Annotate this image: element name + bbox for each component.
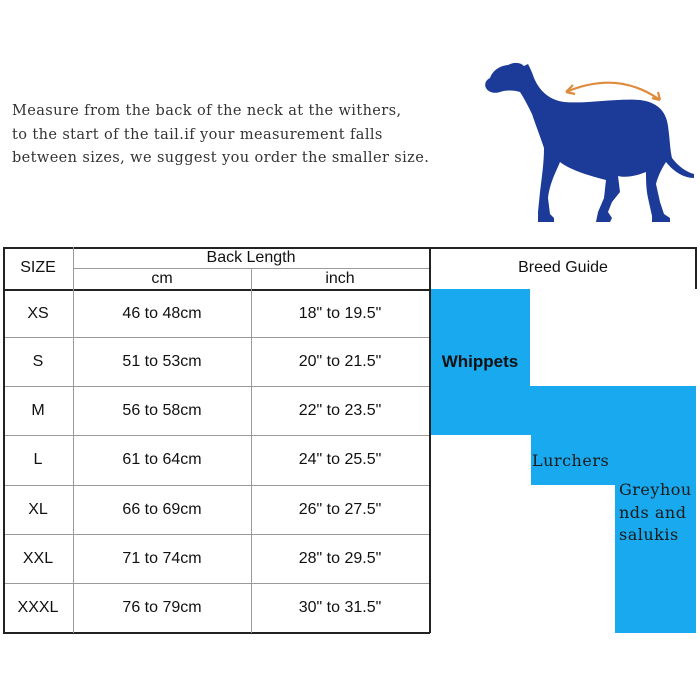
size-cell: XS — [27, 304, 49, 322]
greyhound-silhouette-icon — [480, 52, 698, 224]
cm-cell: 71 to 74cm — [122, 549, 202, 567]
inch-cell: 22" to 23.5" — [298, 401, 382, 419]
breed-greyhounds-line-2: nds and — [619, 503, 687, 522]
cm-cell: 61 to 64cm — [122, 451, 202, 468]
inch-cell: 20" to 21.5" — [298, 352, 382, 370]
size-cell: M — [31, 401, 45, 419]
measurement-arrow — [566, 83, 660, 100]
cm-header: cm — [151, 270, 173, 287]
inch-cell: 24" to 25.5" — [298, 451, 382, 468]
breed-whippets: Whippets — [441, 352, 519, 371]
instruction-line-2: to the start of the tail.if your measurement falls — [12, 126, 383, 143]
inch-header: inch — [325, 270, 355, 287]
inch-cell: 28" to 29.5" — [298, 549, 382, 567]
inch-cell: 26" to 27.5" — [298, 500, 382, 518]
cm-cell: 46 to 48cm — [122, 304, 202, 322]
size-cell: XXXL — [17, 598, 59, 616]
cm-cell: 66 to 69cm — [122, 500, 202, 518]
size-cell: XL — [28, 500, 48, 518]
inch-cell: 18" to 19.5" — [298, 304, 382, 322]
breed-greyhounds-line-3: salukis — [619, 525, 679, 544]
breed-greyhounds-line-1: Greyhou — [619, 480, 692, 499]
size-cell: S — [32, 352, 44, 370]
breed-guide-header: Breed Guide — [518, 259, 608, 276]
instruction-line-1: Measure from the back of the neck at the withers, — [12, 103, 402, 119]
size-cell: XXL — [22, 549, 54, 567]
inch-cell: 30" to 31.5" — [298, 598, 382, 616]
instruction-line-3: between sizes, we suggest you order the smaller size. — [12, 150, 430, 166]
dog-body — [485, 63, 694, 222]
breed-lurchers: Lurchers — [532, 451, 610, 470]
measurement-instructions — [12, 100, 482, 171]
cm-cell: 56 to 58cm — [122, 401, 202, 419]
size-header: SIZE — [20, 259, 56, 276]
cm-cell: 76 to 79cm — [122, 598, 202, 616]
back-length-header: Back Length — [206, 249, 296, 266]
cm-cell: 51 to 53cm — [122, 352, 202, 370]
lurchers-range — [430, 386, 615, 435]
size-cell: L — [33, 451, 43, 468]
size-chart-table — [3, 247, 696, 633]
